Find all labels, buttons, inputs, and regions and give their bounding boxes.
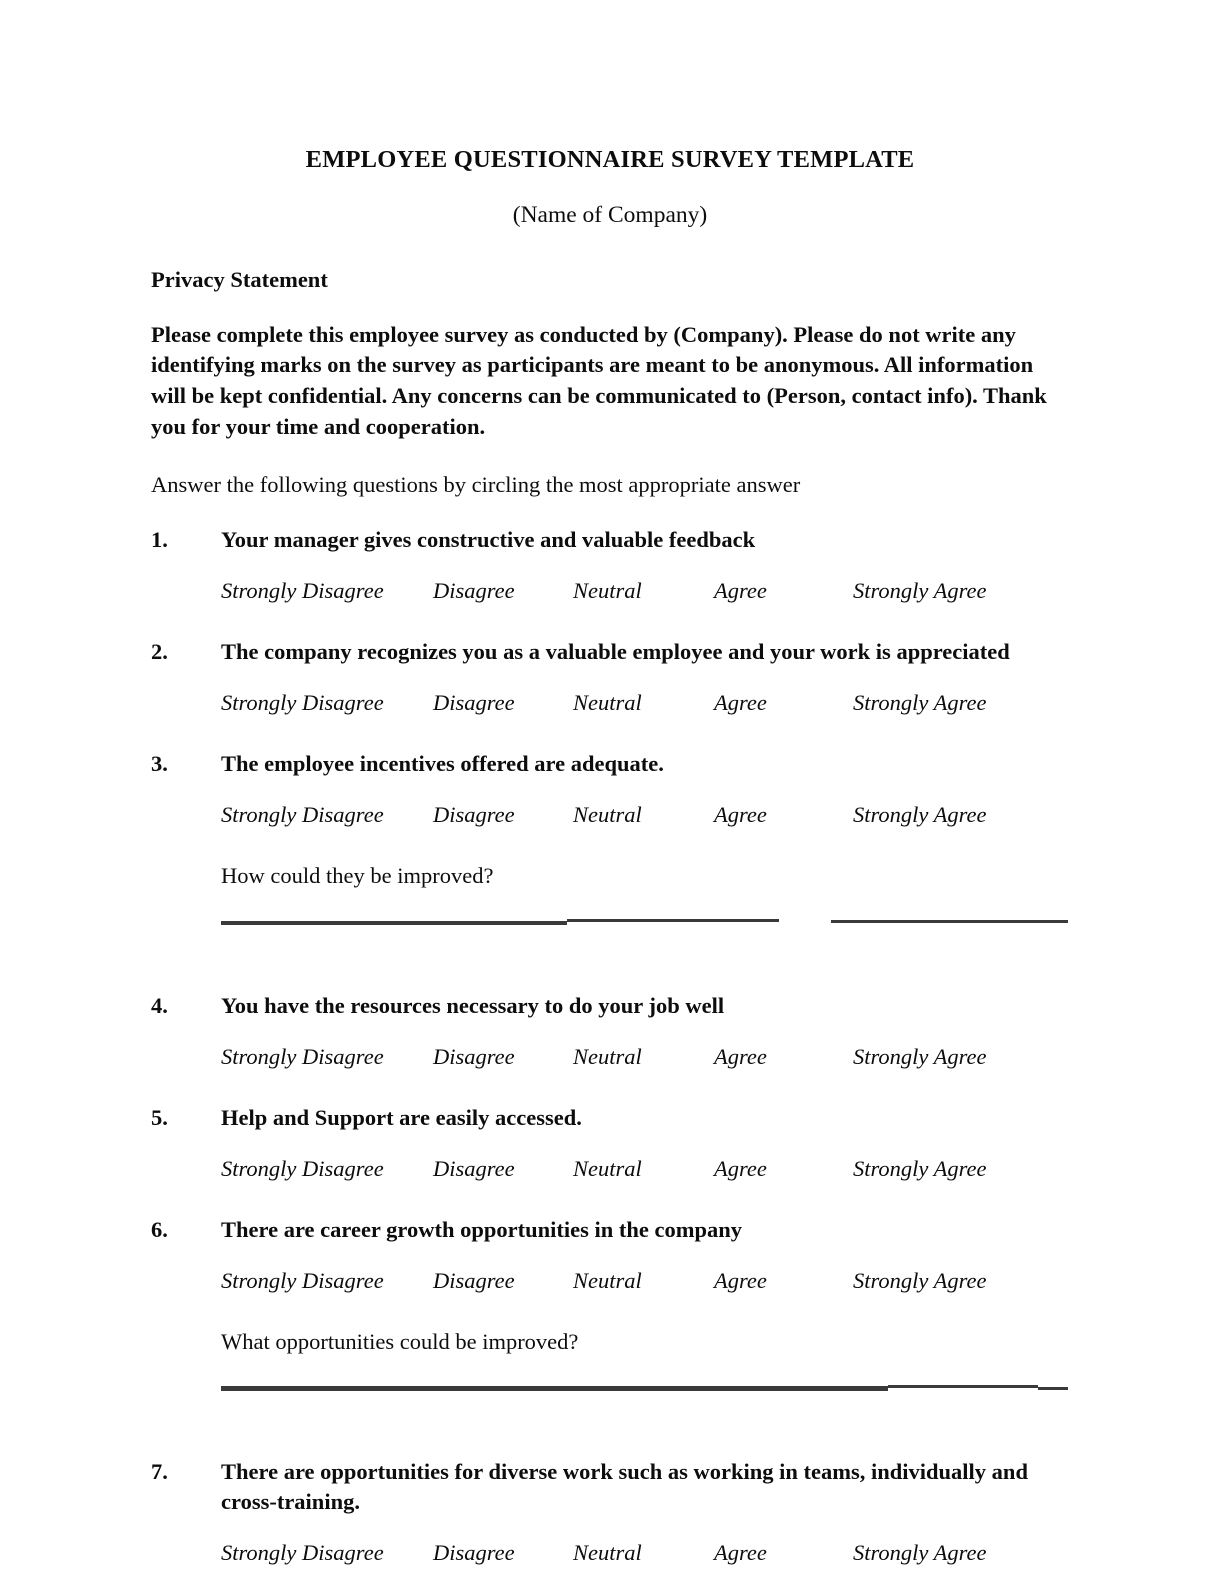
question-row [151,1189,1069,1245]
question-row [151,965,1069,1021]
rule-segment [888,1385,1038,1388]
question-item [151,499,1069,611]
likert-scale [221,1133,1069,1189]
question-number: 5. [151,1104,168,1130]
scale-option-strongly-disagree[interactable]: Strongly Disagree [221,1155,384,1181]
privacy-statement-body: Please complete this employee survey as conducted by (Company). Please do not write any identifying marks on the survey as participants are meant to be anonymous. All information will be kept confidential. Any concerns can be communicated to (Person, contact info). Thank you for your time and cooperation. [151,321,1047,440]
scale-option-neutral[interactable]: Neutral [573,689,642,715]
question-item [151,611,1069,723]
scale-option-neutral[interactable]: Neutral [573,1267,642,1293]
spacer [151,927,1069,965]
likert-scale [221,1245,1069,1301]
question-number: 2. [151,638,168,664]
scale-option-strongly-disagree[interactable]: Strongly Disagree [221,689,384,715]
scale-option-disagree[interactable]: Disagree [433,1267,515,1293]
question-text: The employee incentives offered are adequate. [221,750,664,776]
scale-option-strongly-disagree[interactable]: Strongly Disagree [221,1539,384,1565]
rule-segment [567,919,779,922]
question-text: You have the resources necessary to do your job well [221,992,725,1018]
question-text: There are opportunities for diverse work such as working in teams, individually and cross-training. [221,1458,1028,1514]
scale-option-disagree[interactable]: Disagree [433,1043,515,1069]
question-number: 4. [151,992,168,1018]
likert-scale [221,1517,1069,1572]
question-row [151,723,1069,779]
scale-option-strongly-disagree[interactable]: Strongly Disagree [221,801,384,827]
question-number: 7. [151,1458,168,1484]
answer-write-in-line[interactable] [221,919,1069,927]
question-text: There are career growth opportunities in the company [221,1216,743,1242]
likert-scale [221,1021,1069,1077]
question-number: 3. [151,750,168,776]
scale-option-agree[interactable]: Agree [714,1539,767,1565]
document-content [151,0,1069,1572]
scale-option-strongly-agree[interactable]: Strongly Agree [853,689,987,715]
question-item [151,1077,1069,1189]
scale-option-strongly-agree[interactable]: Strongly Agree [853,577,987,603]
scale-option-agree[interactable]: Agree [714,689,767,715]
question-item [151,965,1069,1077]
scale-option-disagree[interactable]: Disagree [433,1539,515,1565]
answer-write-in-line[interactable] [221,1385,1069,1393]
question-row [151,1077,1069,1133]
scale-option-neutral[interactable]: Neutral [573,1043,642,1069]
followup-prompt: How could they be improved? [221,862,494,888]
scale-option-neutral[interactable]: Neutral [573,1539,642,1565]
scale-option-disagree[interactable]: Disagree [433,577,515,603]
likert-scale [221,667,1069,723]
question-number: 1. [151,527,168,553]
question-row [151,499,1069,555]
question-number: 6. [151,1216,168,1242]
scale-option-strongly-disagree[interactable]: Strongly Disagree [221,577,384,603]
followup-prompt: What opportunities could be improved? [221,1328,579,1354]
scale-option-strongly-agree[interactable]: Strongly Agree [853,1155,987,1181]
scale-option-strongly-agree[interactable]: Strongly Agree [853,1043,987,1069]
likert-scale [221,555,1069,611]
scale-option-neutral[interactable]: Neutral [573,577,642,603]
scale-option-agree[interactable]: Agree [714,801,767,827]
privacy-statement-heading: Privacy Statement [151,266,328,292]
rule-segment [831,920,1068,923]
scale-option-disagree[interactable]: Disagree [433,1155,515,1181]
scale-option-neutral[interactable]: Neutral [573,801,642,827]
question-text: The company recognizes you as a valuable employee and your work is appreciated [221,638,1010,664]
scale-option-agree[interactable]: Agree [714,1155,767,1181]
question-text: Your manager gives constructive and valuable feedback [221,527,756,553]
question-text: Help and Support are easily accessed. [221,1104,582,1130]
scale-option-agree[interactable]: Agree [714,577,767,603]
question-item [151,1431,1069,1572]
scale-option-agree[interactable]: Agree [714,1267,767,1293]
spacer [151,1393,1069,1431]
question-row [151,1431,1069,1517]
question-list [151,499,1069,1572]
scale-option-strongly-agree[interactable]: Strongly Agree [853,1539,987,1565]
scale-option-strongly-agree[interactable]: Strongly Agree [853,801,987,827]
likert-scale [221,779,1069,835]
question-item [151,1189,1069,1431]
question-item [151,723,1069,965]
scale-option-strongly-agree[interactable]: Strongly Agree [853,1267,987,1293]
rule-segment [1038,1387,1068,1390]
scale-option-agree[interactable]: Agree [714,1043,767,1069]
rule-segment [221,921,567,925]
page-title: EMPLOYEE QUESTIONNAIRE SURVEY TEMPLATE [305,146,915,173]
scale-option-strongly-disagree[interactable]: Strongly Disagree [221,1043,384,1069]
scale-option-disagree[interactable]: Disagree [433,801,515,827]
company-name-placeholder: (Name of Company) [512,201,708,228]
survey-instruction: Answer the following questions by circling the most appropriate answer [151,471,801,497]
scale-option-strongly-disagree[interactable]: Strongly Disagree [221,1267,384,1293]
scale-option-disagree[interactable]: Disagree [433,689,515,715]
scale-option-neutral[interactable]: Neutral [573,1155,642,1181]
rule-segment [221,1386,888,1391]
question-row [151,611,1069,667]
